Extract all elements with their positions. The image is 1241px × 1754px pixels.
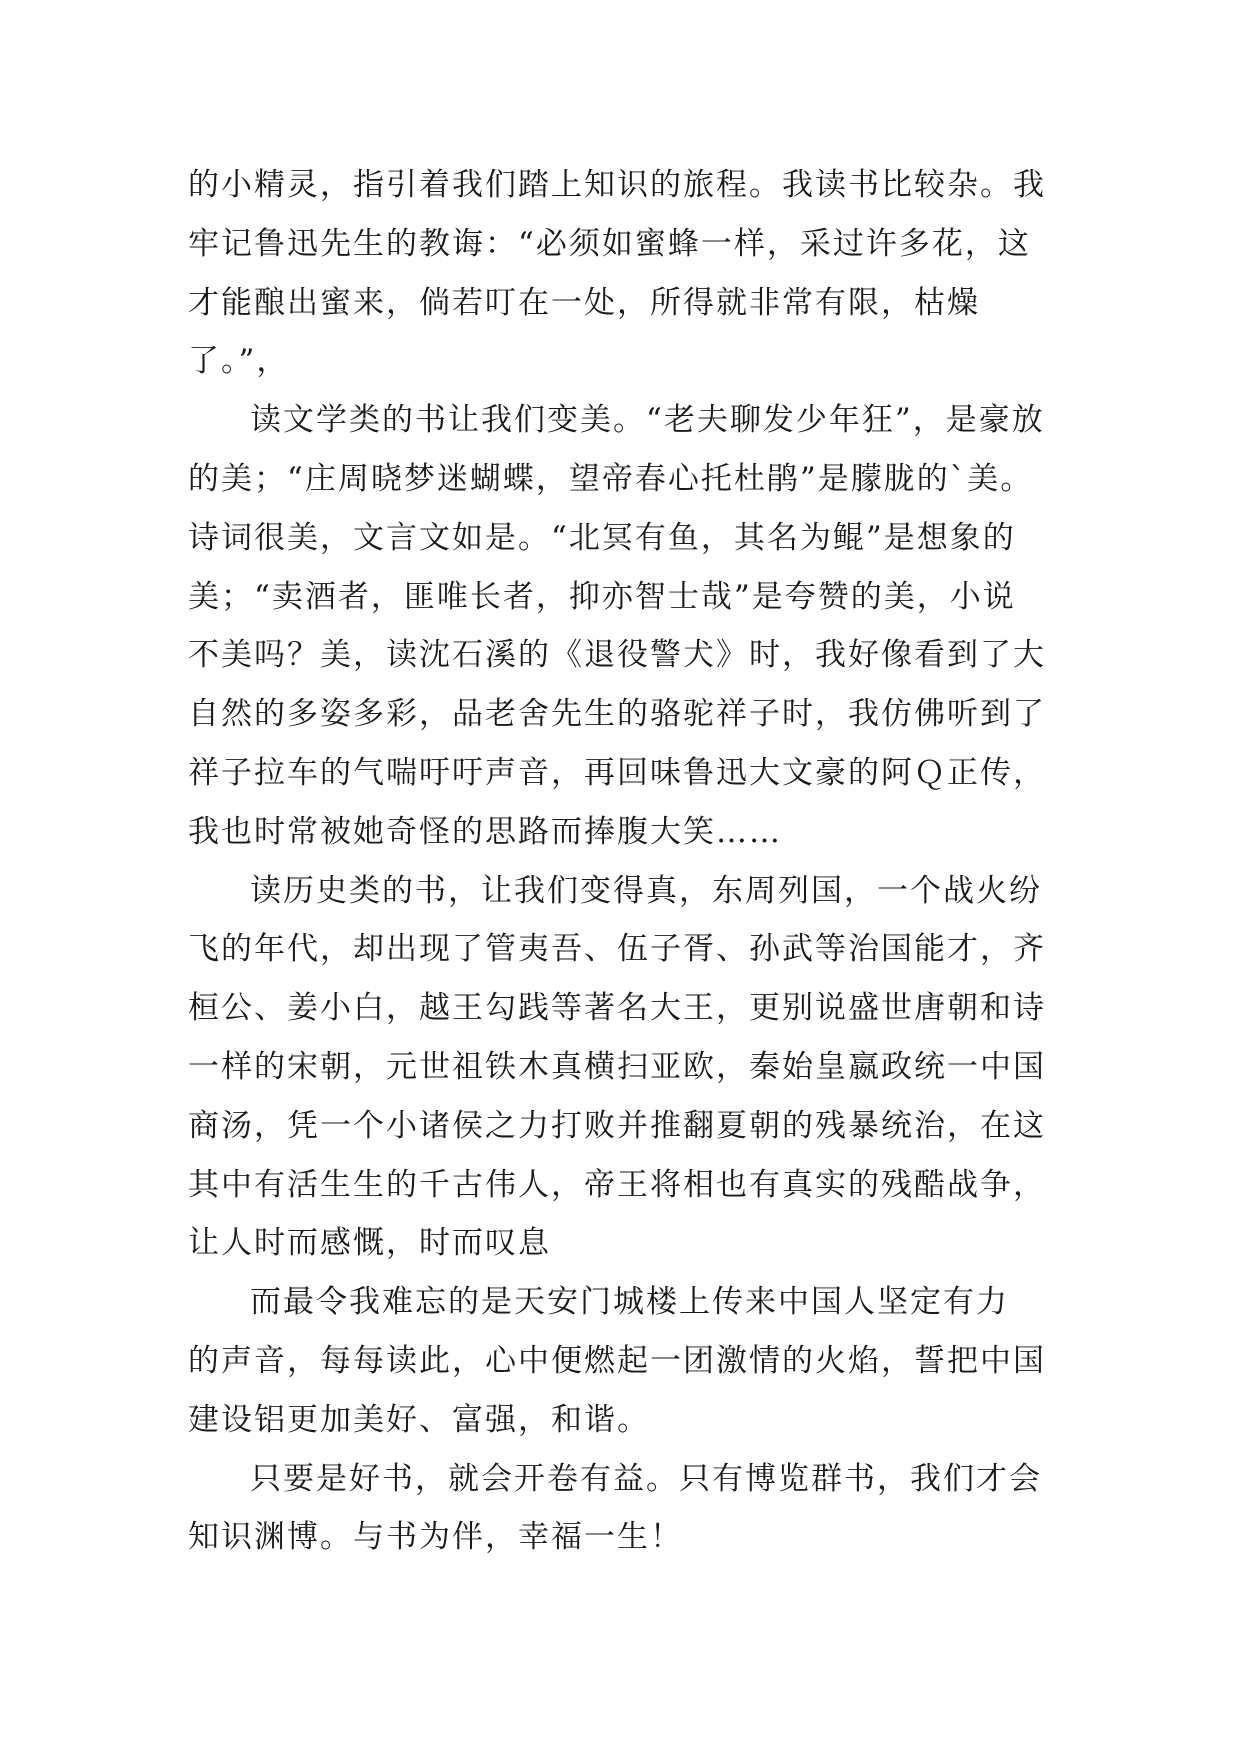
text-line: 自然的多姿多彩，品老舍先生的骆驼祥子时，我仿佛听到了	[188, 696, 1046, 733]
text-line: 知识渊博。与书为伴，幸福一生！	[188, 1519, 683, 1556]
text-line: 的美；“庄周晓梦迷蝴蝶，望帝春心托杜鹃”是朦胧的`美。	[188, 460, 1034, 497]
text-line: 的小精灵，指引着我们踏上知识的旅程。我读书比较杂。我	[188, 167, 1046, 203]
text-line: 读历史类的书，让我们变得真，东周列国，一个战火纷	[250, 872, 1042, 909]
text-line: 一样的宋朝，元世祖铁木真横扫亚欧，秦始皇嬴政统一中国	[188, 1048, 1046, 1085]
text-line: 了。”，	[188, 343, 290, 380]
text-line: 而最令我难忘的是天安门城楼上传来中国人坚定有力	[250, 1284, 1009, 1321]
text-line: 祥子拉车的气喘吁吁声音，再回味鲁迅大文豪的阿Ｑ正传，	[188, 754, 1046, 791]
text-line: 让人时而感慨，时而叹息	[188, 1225, 551, 1262]
text-line: 建设铝更加美好、富强，和谐。	[188, 1401, 650, 1438]
text-line: 读文学类的书让我们变美。“老夫聊发少年狂”，是豪放	[250, 402, 1045, 439]
text-line: 飞的年代，却出现了管夷吾、伍子胥、孙武等治国能才，齐	[188, 931, 1046, 968]
text-line: 不美吗？美，读沈石溪的《退役警犬》时，我好像看到了大	[188, 637, 1046, 674]
text-line: 桓公、姜小白，越王勾践等著名大王，更别说盛世唐朝和诗	[188, 990, 1046, 1027]
text-line: 牢记鲁迅先生的教诲：“必须如蜜蜂一样，采过许多花，这	[188, 225, 1031, 262]
text-line: 只要是好书，就会开卷有益。只有博览群书，我们才会	[250, 1460, 1042, 1497]
text-line: 才能酿出蜜来，倘若叮在一处，所得就非常有限，枯燥	[188, 284, 980, 321]
text-line: 诗词很美，文言文如是。“北冥有鱼，其名为鲲”是想象的	[188, 519, 1016, 556]
text-line: 美；“卖酒者，匪唯长者，抑亦智士哉”是夸赞的美，小说	[188, 578, 1016, 615]
text-line: 商汤，凭一个小诸侯之力打败并推翻夏朝的残暴统治，在这	[188, 1107, 1046, 1144]
text-line: 我也时常被她奇怪的思路而捧腹大笑……	[188, 813, 782, 850]
text-line: 的声音，每每读此，心中便燃起一团激情的火焰，誓把中国	[188, 1342, 1046, 1379]
document-body	[188, 156, 1063, 1567]
text-line: 其中有活生生的千古伟人，帝王将相也有真实的残酷战争，	[188, 1166, 1046, 1203]
